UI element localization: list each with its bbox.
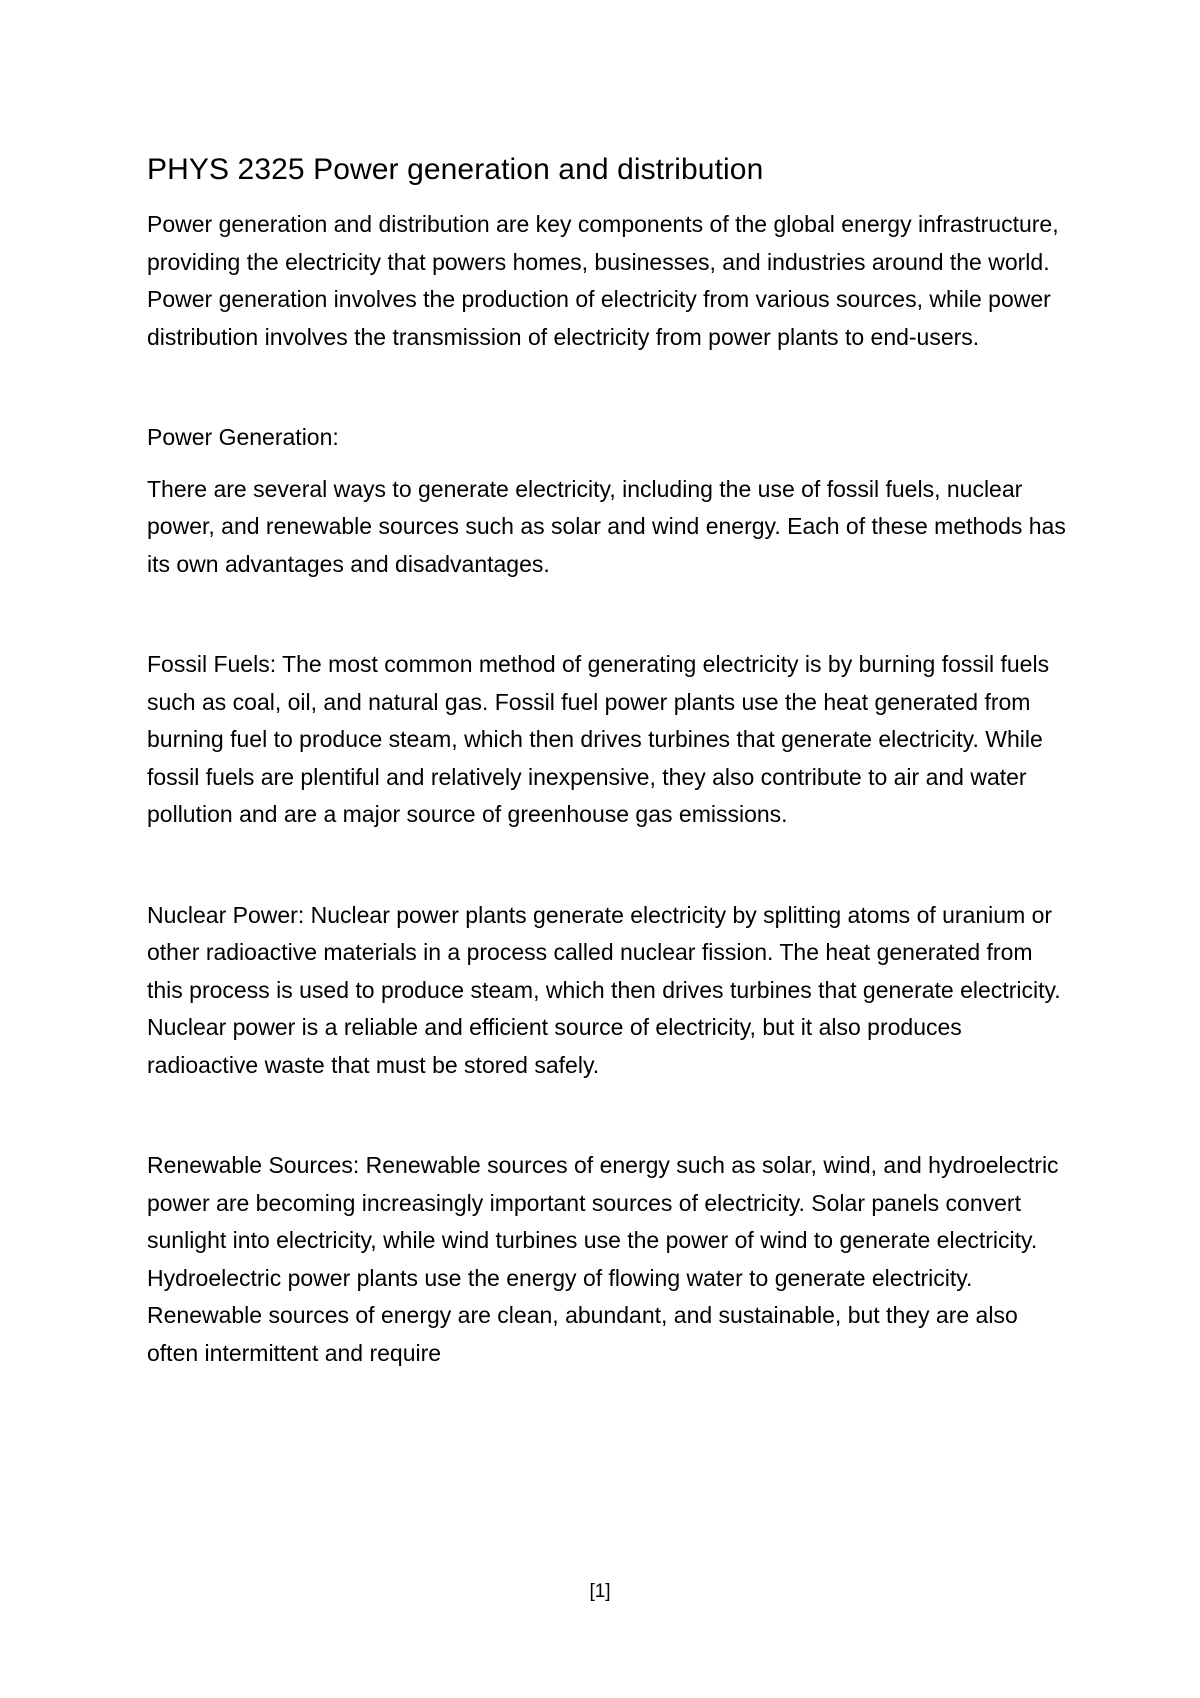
page-number: [1] bbox=[589, 1581, 611, 1602]
document-title: PHYS 2325 Power generation and distribution bbox=[147, 153, 764, 186]
paragraph-nuclear-power: Nuclear Power: Nuclear power plants generate electricity by splitting atoms of uranium or other radioactive materials in a process called nuclear fission. The heat generated from this process is used to produce steam, which then drives turbines that generate electricity. Nuclear power is a reliable and efficient source of electricity, but it also produces radioactive waste that must be stored safely. bbox=[147, 901, 1061, 1078]
document-body bbox=[147, 148, 1067, 1372]
paragraph-power-generation: There are several ways to generate electricity, including the use of fossil fuels, nuclear power, and renewable sources such as solar and wind energy. Each of these methods has its own advantages and disadvantages. bbox=[147, 475, 1066, 577]
paragraph-fossil-fuels: Fossil Fuels: The most common method of generating electricity is by burning fossil fuels such as coal, oil, and natural gas. Fossil fuel power plants use the heat generated from burning fuel to produce steam, which then drives turbines that generate electricity. While fossil fuels are plentiful and relatively inexpensive, they also contribute to air and water pollution and are a major source of greenhouse gas emissions. bbox=[147, 651, 1050, 827]
paragraph-intro: Power generation and distribution are key components of the global energy infrastructure, providing the electricity that powers homes, businesses, and industries around the world. Power generation involves the production of electricity from various sources, while power distribution involves the transmission of electricity from power plants to end-users. bbox=[147, 211, 1059, 350]
section-heading-power-generation: Power Generation: bbox=[147, 424, 339, 450]
paragraph-renewable-sources: Renewable Sources: Renewable sources of energy such as solar, wind, and hydroelectric power are becoming increasingly important sources of electricity. Solar panels convert sunlight into electricity, while wind turbines use the power of wind to generate electricity. Hydroelectric power plants use the energy of flowing water to generate electricity. Renewable sources of energy are clean, abundant, and sustainable, but they are also often intermittent and require bbox=[147, 1152, 1059, 1366]
